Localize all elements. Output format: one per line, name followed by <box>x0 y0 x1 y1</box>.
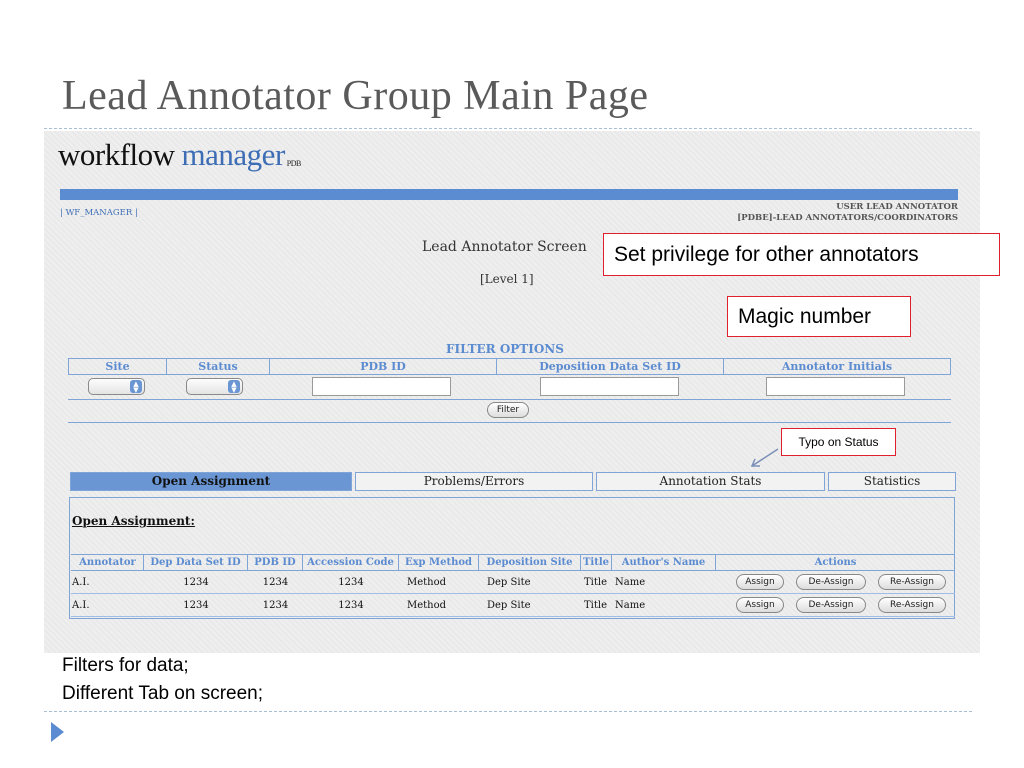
assignment-table <box>71 554 955 617</box>
tab-statistics[interactable]: Statistics <box>828 472 956 491</box>
user-group: [PDBE]-LEAD ANNOTATORS/COORDINATORS <box>737 213 958 223</box>
tab-problems-errors[interactable]: Problems/Errors <box>355 472 593 491</box>
cell-dep-id: 1234 <box>183 599 209 611</box>
logo-word-workflow: workflow <box>58 137 175 172</box>
filter-button[interactable]: Filter <box>487 402 529 418</box>
cell-accession: 1234 <box>338 576 364 588</box>
col-annotator: Annotator <box>71 555 144 570</box>
logo-sub: PDB <box>286 159 301 168</box>
cell-method: Method <box>407 599 447 611</box>
note-filters: Filters for data; <box>62 655 189 676</box>
callout-typo-on-status: Typo on Status <box>781 428 896 456</box>
cell-site: Dep Site <box>487 576 531 588</box>
app-logo <box>58 137 301 173</box>
filter-divider-top <box>68 399 951 400</box>
user-info <box>737 202 958 224</box>
filter-col-dep-id: Deposition Data Set ID <box>497 359 724 374</box>
select-arrows-icon: ▲ ▼ <box>228 380 240 393</box>
app-screenshot <box>44 131 980 653</box>
cell-accession: 1234 <box>338 599 364 611</box>
logo-word-manager: manager <box>181 137 285 172</box>
screen-title: Lead Annotator Screen <box>422 239 587 255</box>
select-arrows-icon: ▲ ▼ <box>130 380 142 393</box>
filter-options-title: FILTER OPTIONS <box>446 342 564 356</box>
assign-button[interactable]: Assign <box>736 597 784 613</box>
col-actions: Actions <box>814 557 857 568</box>
re-assign-button[interactable]: Re-Assign <box>878 597 946 613</box>
cell-annotator: A.I. <box>72 576 90 588</box>
level-indicator: [Level 1] <box>480 272 534 286</box>
de-assign-button[interactable]: De-Assign <box>796 597 866 613</box>
header-bar <box>60 189 958 200</box>
tab-open-assignment[interactable]: Open Assignment <box>70 472 352 491</box>
pdb-id-input[interactable] <box>312 377 451 396</box>
col-authors-name: Author's Name <box>612 555 716 570</box>
cell-dep-id: 1234 <box>183 576 209 588</box>
filter-divider-bottom <box>68 422 951 423</box>
filter-col-pdb-id: PDB ID <box>270 359 497 374</box>
bullet-triangle-icon <box>51 722 64 742</box>
cell-title: Title <box>584 576 608 588</box>
site-select[interactable] <box>88 378 145 395</box>
cell-annotator: A.I. <box>72 599 90 611</box>
cell-pdb-id: 1234 <box>262 576 289 588</box>
tab-bar <box>70 472 956 491</box>
wf-manager-link[interactable]: | WF_MANAGER | <box>60 208 138 218</box>
col-pdb-id: PDB ID <box>248 555 303 570</box>
open-assignment-panel <box>69 497 955 619</box>
annotator-initials-input[interactable] <box>766 377 905 396</box>
callout-magic-number: Magic number <box>727 296 911 337</box>
slide-title: Lead Annotator Group Main Page <box>62 73 649 119</box>
col-title: Title <box>581 555 612 570</box>
panel-title: Open Assignment: <box>72 514 195 528</box>
filter-col-site: Site <box>69 359 167 374</box>
col-deposition-site: Deposition Site <box>479 555 581 570</box>
table-row <box>71 594 955 617</box>
cell-pdb-id: 1234 <box>262 599 289 611</box>
col-exp-method: Exp Method <box>399 555 479 570</box>
cell-title: Title <box>584 599 608 611</box>
slide-notes <box>62 652 263 708</box>
cell-site: Dep Site <box>487 599 531 611</box>
cell-author: Name <box>615 599 646 611</box>
status-select[interactable] <box>186 378 243 395</box>
tab-annotation-stats[interactable]: Annotation Stats <box>596 472 825 491</box>
re-assign-button[interactable]: Re-Assign <box>878 574 946 590</box>
col-dep-data-set-id: Dep Data Set ID <box>144 555 248 570</box>
de-assign-button[interactable]: De-Assign <box>796 574 866 590</box>
note-tabs: Different Tab on screen; <box>62 683 264 704</box>
dep-data-set-id-input[interactable] <box>540 377 679 396</box>
cell-author: Name <box>615 576 646 588</box>
user-role: USER LEAD ANNOTATOR <box>836 202 958 212</box>
cell-method: Method <box>407 576 447 588</box>
title-divider <box>44 128 972 129</box>
assign-button[interactable]: Assign <box>736 574 784 590</box>
cell-actions <box>716 574 955 590</box>
filter-header-row <box>68 358 951 375</box>
col-accession-code: Accession Code <box>303 555 399 570</box>
table-header <box>71 554 955 571</box>
callout-set-privilege: Set privilege for other annotators <box>603 233 1000 276</box>
footer-divider <box>44 711 972 712</box>
filter-col-annotator-initials: Annotator Initials <box>781 360 893 373</box>
cell-actions <box>716 597 955 613</box>
table-row <box>71 571 955 594</box>
filter-col-status: Status <box>167 359 270 374</box>
